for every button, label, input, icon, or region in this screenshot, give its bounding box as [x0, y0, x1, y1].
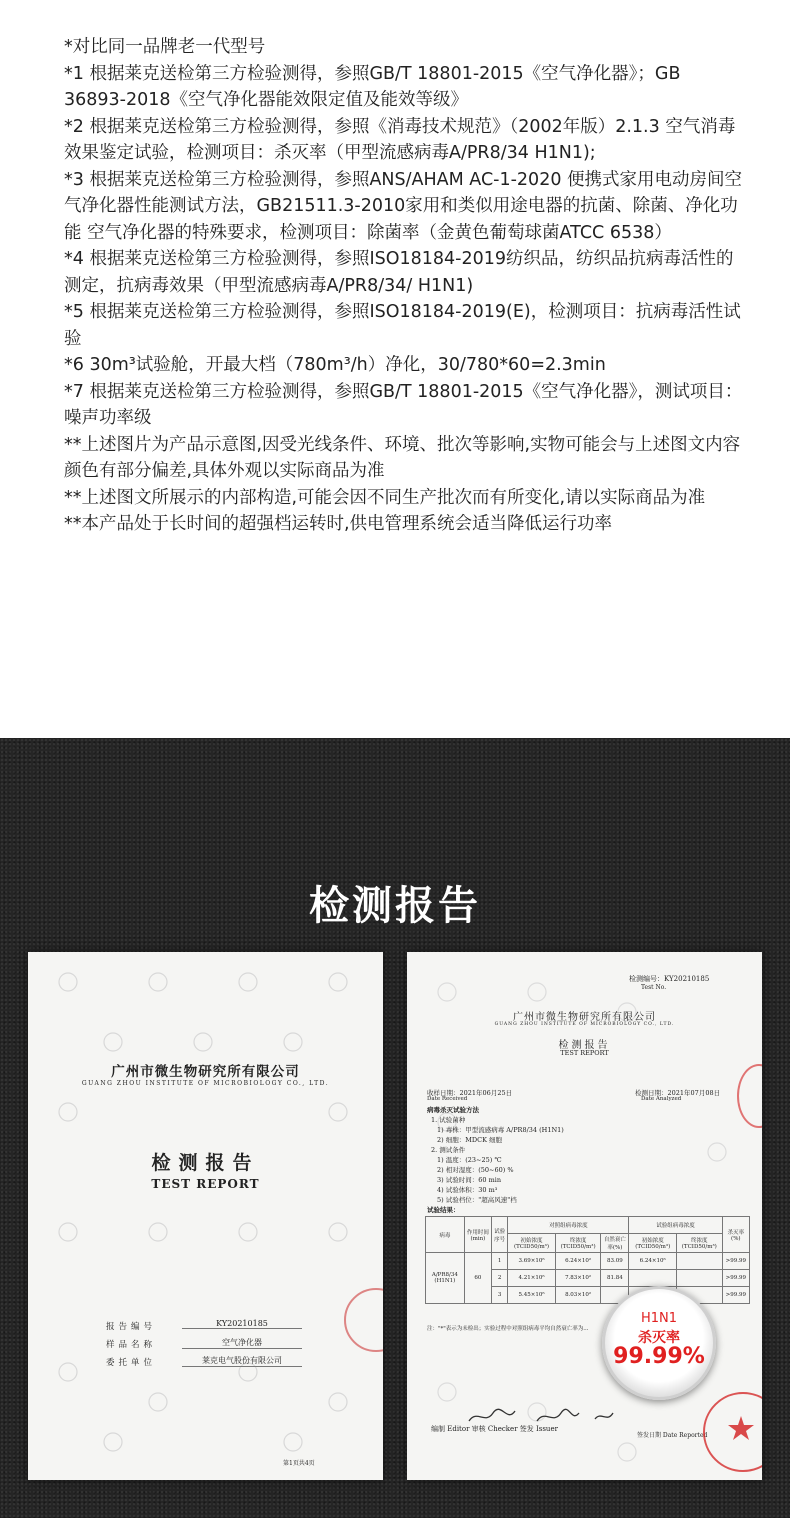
- kill-rate-label: 杀灭率: [638, 1330, 680, 1346]
- table-header: 自然衰亡率(%): [601, 1234, 629, 1253]
- test-number: 检测编号：KY20210185: [629, 975, 710, 983]
- method-line: 4) 试验体积：30 m³: [437, 1186, 498, 1194]
- footnote-item: **上述图文所展示的内部构造,可能会因不同生产批次而有所变化,请以实际商品为准: [64, 487, 706, 508]
- institute-name-en: GUANG ZHOU INSTITUTE OF MICROBIOLOGY CO., LTD.: [494, 1022, 675, 1027]
- section-title: 检测报告: [309, 883, 481, 929]
- table-row: [426, 1253, 750, 1270]
- footnote-item: *7 根据莱克送检第三方检验测得，参照GB/T 18801-2015《空气净化器》，测试项目：噪声功率级: [64, 381, 743, 428]
- table-cell: 5.45×10⁶: [508, 1287, 556, 1304]
- table-cell: 6.24×10²: [555, 1253, 601, 1270]
- results-table: [425, 1216, 750, 1304]
- table-header: 初始浓度(TCID50/m³): [629, 1234, 677, 1253]
- table-cell: 83.09: [601, 1253, 629, 1270]
- table-cell: 7.83×10²: [555, 1270, 601, 1287]
- report-results-page: [407, 952, 762, 1480]
- watermark-pattern: [28, 952, 383, 1480]
- method-line: 1. 试验菌种: [431, 1116, 466, 1124]
- report-title: 检测报告: [151, 1152, 260, 1174]
- magnifier-highlight: [602, 1286, 716, 1400]
- footnote-list: [64, 34, 744, 538]
- table-header: 病毒: [426, 1217, 465, 1253]
- table-cell: >99.99: [722, 1270, 749, 1287]
- table-cell: [676, 1270, 722, 1287]
- date-analyzed: 检测日期：2021年07月08日: [635, 1089, 721, 1097]
- table-header: 作用时间(min): [464, 1217, 491, 1253]
- table-group-header: [426, 1217, 750, 1234]
- page-number: 第1页共4页: [283, 1460, 315, 1467]
- method-line: 病毒杀灭试验方法: [427, 1106, 479, 1114]
- footnote-item: *3 根据莱克送检第三方检验测得，参照ANS/AHAM AC-1-2020 便携式家用电动房间空气净化器性能测试方法，GB21511.3-2010家用和类似用途电器的抗菌、除菌、净化功能 空气净化器的特殊要求，检测项目：除菌率（金黄色葡萄球菌ATCC 6538）: [64, 169, 743, 243]
- report-title-en: TEST REPORT: [151, 1177, 260, 1191]
- institute-name: 广州市微生物研究所有限公司: [513, 1012, 656, 1023]
- table-cell: 3: [492, 1287, 508, 1304]
- table-cell: A/PR8/34 (H1N1): [426, 1253, 465, 1304]
- method-line: 1) 毒株：甲型流感病毒 A/PR8/34 (H1N1): [437, 1126, 564, 1134]
- seal-stamp: [703, 1392, 762, 1472]
- date-received-en: Date Received: [427, 1096, 468, 1102]
- test-report-banner: [0, 738, 790, 1518]
- table-footnote: 注："*"表示为未检出；实验过程中对照组病毒平均自然衰亡率为...: [427, 1326, 589, 1332]
- kill-rate-value: 99.99%: [613, 1344, 705, 1369]
- method-line: 3) 试验时间：60 min: [437, 1176, 502, 1184]
- table-cell: 60: [464, 1253, 491, 1304]
- table-cell: 8.03×10²: [555, 1287, 601, 1304]
- table-cell: [676, 1253, 722, 1270]
- table-cell: 81.84: [601, 1270, 629, 1287]
- footnote-item: *5 根据莱克送检第三方检验测得，参照ISO18184-2019(E)，检测项目：抗病毒活性试验: [64, 302, 741, 349]
- field-value: KY20210185: [182, 1319, 302, 1329]
- test-number-en: Test No.: [641, 984, 667, 991]
- star-icon: [703, 1392, 763, 1468]
- sample-name-row: [106, 1338, 262, 1350]
- table-header: 终浓度(TCID50/m³): [676, 1234, 722, 1253]
- report-cover-page: [28, 952, 383, 1480]
- table-group-label: 对照组病毒浓度: [508, 1217, 629, 1234]
- table-cell: 2: [492, 1270, 508, 1287]
- method-line: 2. 测试条件: [431, 1146, 466, 1154]
- footnote-item: *1 根据莱克送检第三方检验测得，参照GB/T 18801-2015《空气净化器》；GB 36893-2018《空气净化器能效限定值及能效等级》: [64, 63, 681, 110]
- report-title: 检测报告: [558, 1040, 611, 1051]
- table-cell: >99.99: [722, 1287, 749, 1304]
- institute-name-en: GUANG ZHOU INSTITUTE OF MICROBIOLOGY CO., LTD.: [81, 1080, 330, 1087]
- institute-name: 广州市微生物研究所有限公司: [111, 1064, 300, 1080]
- field-label: 报告编号: [106, 1322, 157, 1332]
- table-cell: 1: [492, 1253, 508, 1270]
- table-header: 终浓度(TCID50/m³): [555, 1234, 601, 1253]
- table-header: 杀灭率(%): [722, 1217, 749, 1253]
- handwritten-signatures: [467, 1407, 627, 1427]
- method-line: 1) 温度：(23~25) ℃: [437, 1156, 502, 1164]
- method-line: 2) 细胞：MDCK 细胞: [437, 1136, 502, 1144]
- table-cell: 4.21×10⁶: [508, 1270, 556, 1287]
- table-cell: 3.69×10⁶: [508, 1253, 556, 1270]
- field-label: 样品名称: [106, 1340, 157, 1350]
- client-row: [106, 1356, 282, 1368]
- footnote-item: **本产品处于长时间的超强档运转时,供电管理系统会适当降低运行功率: [64, 514, 613, 534]
- date-reported: 签发日期 Date Reported: [637, 1432, 708, 1439]
- table-cell: [629, 1270, 677, 1287]
- notes-section: [0, 0, 790, 738]
- field-value: 莱克电气股份有限公司: [182, 1355, 302, 1367]
- method-line: 试验结果：: [427, 1206, 460, 1214]
- report-title-en: TEST REPORT: [560, 1049, 609, 1057]
- method-line: 5) 试验档位："超高风速"档: [437, 1196, 517, 1204]
- table-header: 初始浓度(TCID50/m³): [508, 1234, 556, 1253]
- table-group-label: 试验组病毒浓度: [629, 1217, 722, 1234]
- footnote-item: *对比同一品牌老一代型号: [64, 37, 266, 57]
- virus-label: H1N1: [640, 1311, 678, 1326]
- footnote-item: **上述图片为产品示意图,因受光线条件、环境、批次等影响,实物可能会与上述图文内容颜色有部分偏差,具体外观以实际商品为准: [64, 434, 741, 481]
- table-cell: >99.99: [722, 1253, 749, 1270]
- signature-line: 编制 Editor 审核 Checker 签发 Issuer: [431, 1425, 558, 1433]
- method-line: 2) 相对湿度：(50~60) %: [437, 1166, 514, 1174]
- footnote-item: *2 根据莱克送检第三方检验测得，参照《消毒技术规范》（2002年版）2.1.3 空气消毒效果鉴定试验，检测项目：杀灭率（甲型流感病毒A/PR8/34 H1N1);: [64, 116, 736, 163]
- table-cell: 6.24×10⁶: [629, 1253, 677, 1270]
- report-number-row: [106, 1319, 268, 1332]
- date-received: 收样日期：2021年06月25日: [427, 1089, 513, 1097]
- field-value: 空气净化器: [182, 1337, 302, 1349]
- footnote-item: *4 根据莱克送检第三方检验测得，参照ISO18184-2019纺织品，纺织品抗病毒活性的测定，抗病毒效果（甲型流感病毒A/PR8/34/ H1N1): [64, 249, 734, 296]
- date-analyzed-en: Date Analyzed: [641, 1096, 682, 1102]
- footnote-item: *6 30m³试验舱，开最大档（780m³/h）净化，30/780*60=2.3min: [64, 355, 606, 375]
- field-label: 委托单位: [106, 1358, 157, 1368]
- table-header: 试验序号: [492, 1217, 508, 1253]
